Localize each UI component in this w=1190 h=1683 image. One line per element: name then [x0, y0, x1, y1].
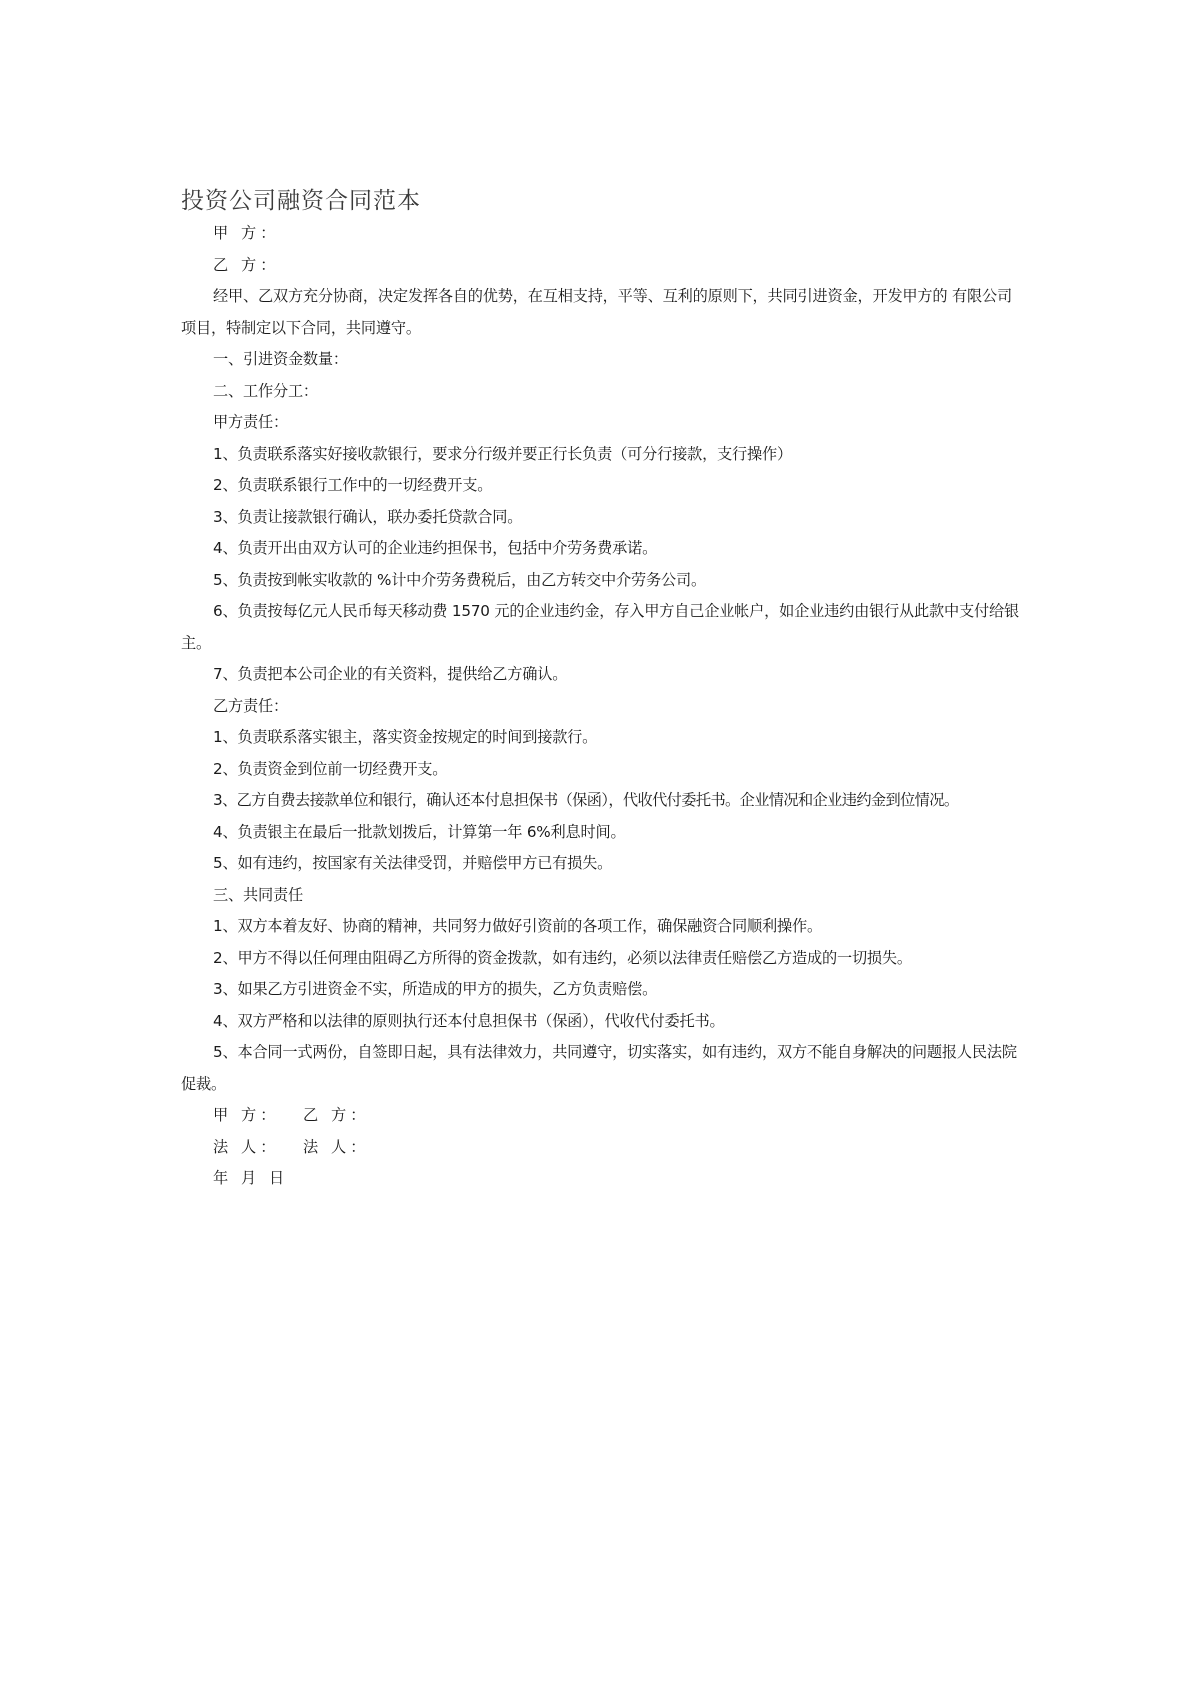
signature-party-b-label: 乙 方：: [303, 1106, 370, 1124]
party-a-duty-item: 2、负责联系银行工作中的一切经费开支。: [213, 476, 493, 494]
joint-duty-item: 1、双方本着友好、协商的精神，共同努力做好引资前的各项工作，确保融资合同顺利操作。: [213, 917, 822, 935]
joint-duty-item: 3、如果乙方引进资金不实，所造成的甲方的损失，乙方负责赔偿。: [213, 980, 658, 998]
joint-duty-item: 2、甲方不得以任何理由阻碍乙方所得的资金拨款，如有违约，必须以法律责任赔偿乙方造成的一切损失。: [213, 948, 912, 967]
party-b-duty-item: 3、乙方自费去接款单位和银行，确认还本付息担保书（保函），代收代付委托书。企业情况和企业违约金到位情况。: [213, 791, 959, 809]
document-title: 投资公司融资合同范本: [181, 188, 421, 214]
signature-party-row: [181, 1100, 1021, 1132]
section-3-heading: 三、共同责任: [213, 885, 303, 904]
signature-date-row: [181, 1163, 1021, 1195]
party-b-duty-item: 4、负责银主在最后一批款划拨后，计算第一年 6%利息时间。: [213, 822, 626, 841]
party-a-duty-item: 1、负责联系落实好接收款银行，要求分行级并要正行长负责（可分行接款，支行操作）: [213, 444, 792, 463]
signature-legal-a-label: 法 人：: [213, 1137, 280, 1156]
joint-duty-item: 5、本合同一式两份，自签即日起，具有法律效力，共同遵守，切实落实，如有违约，双方不能自身解决的问题报人民法院促裁。: [181, 1043, 1017, 1093]
party-b-line: 乙 方：: [213, 255, 280, 274]
party-a-duty-item: 3、负责让接款银行确认，联办委托贷款合同。: [213, 507, 523, 526]
party-a-duty-item: 5、负责按到帐实收款的 %计中介劳务费税后，由乙方转交中介劳务公司。: [213, 570, 706, 589]
party-a-duty-item: 7、负责把本公司企业的有关资料，提供给乙方确认。: [213, 665, 568, 683]
signature-party-a-label: 甲 方：: [213, 1106, 280, 1124]
intro-paragraph: 经甲、乙双方充分协商，决定发挥各自的优势，在互相支持，平等、互利的原则下，共同引进资金，开发甲方的 有限公司项目，特制定以下合同，共同遵守。: [181, 287, 1012, 337]
signature-legal-b-label: 法 人：: [303, 1137, 370, 1156]
party-b-duty-item: 5、如有违约，按国家有关法律受罚，并赔偿甲方已有损失。: [213, 854, 613, 872]
party-b-duties-heading: 乙方责任：: [213, 696, 288, 715]
document-content: [181, 186, 1021, 1195]
joint-duty-item: 4、双方严格和以法律的原则执行还本付息担保书（保函），代收代付委托书。: [213, 1011, 725, 1030]
party-b-duty-item: 1、负责联系落实银主，落实资金按规定的时间到接款行。: [213, 728, 598, 746]
party-a-duties-heading: 甲方责任：: [213, 413, 288, 431]
party-b-duty-item: 2、负责资金到位前一切经费开支。: [213, 759, 448, 778]
party-a-line: 甲 方：: [213, 224, 280, 242]
party-a-duty-item: 4、负责开出由双方认可的企业违约担保书，包括中介劳务费承诺。: [213, 539, 658, 557]
section-2-heading: 二、工作分工：: [213, 381, 318, 400]
section-1-heading: 一、引进资金数量：: [213, 350, 348, 368]
signature-date-label: 年 月 日: [213, 1169, 289, 1187]
signature-legal-row: [181, 1132, 1021, 1164]
party-a-duty-item: 6、负责按每亿元人民币每天移动费 1570 元的企业违约金，存入甲方自己企业帐户，如企业违约由银行从此款中支付给银主。: [181, 602, 1019, 652]
